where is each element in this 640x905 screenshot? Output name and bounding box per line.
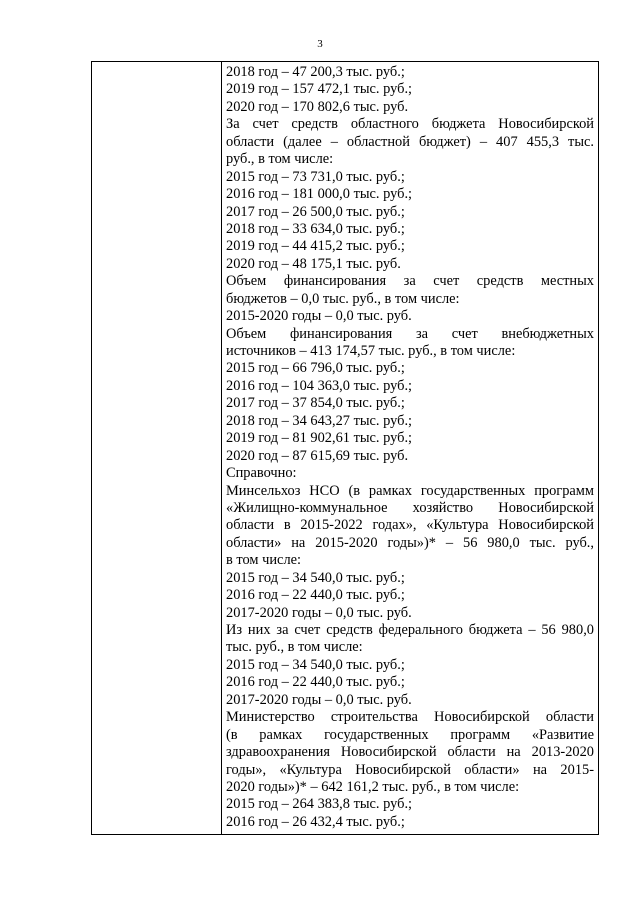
text-line: 2018 год – 34 643,27 тыс. руб.; (226, 412, 413, 429)
text-line: «Жилищно-коммунальное хозяйство Новосибирской (226, 499, 594, 516)
text-line: 2016 год – 104 363,0 тыс. руб.; (226, 377, 413, 394)
table-right-cell (222, 62, 598, 834)
text-line: 2016 год – 22 440,0 тыс. руб.; (226, 587, 405, 604)
text-line: Объем финансирования за счет средств местных (226, 273, 594, 290)
text-line: 2020 год – 48 175,1 тыс. руб. (226, 255, 401, 272)
text-line: 2015 год – 66 796,0 тыс. руб.; (226, 360, 405, 377)
text-line: 2018 год – 47 200,3 тыс. руб.; (226, 64, 405, 80)
text-line: Объем финансирования за счет внебюджетных (226, 325, 594, 342)
text-line: 2016 год – 26 432,4 тыс. руб.; (226, 813, 405, 830)
text-line: здравоохранения Новосибирской области на 2013-2020 (226, 744, 594, 761)
text-line: годы», «Культура Новосибирской области» на 2015- (226, 761, 594, 778)
text-line: За счет средств областного бюджета Новосибирской (226, 116, 594, 133)
text-line: Справочно: (226, 465, 297, 482)
text-line: 2016 год – 181 000,0 тыс. руб.; (226, 186, 413, 203)
text-line: 2015-2020 годы – 0,0 тыс. руб. (226, 308, 412, 325)
text-line: 2020 год – 170 802,6 тыс. руб. (226, 98, 409, 115)
page-number: 3 (317, 38, 323, 50)
text-line: 2017-2020 годы – 0,0 тыс. руб. (226, 691, 412, 708)
text-line: 2019 год – 157 472,1 тыс. руб.; (226, 81, 413, 98)
text-line: тыс. руб., в том числе: (226, 639, 363, 656)
text-line: 2017-2020 годы – 0,0 тыс. руб. (226, 604, 412, 621)
text-line: 2015 год – 73 731,0 тыс. руб.; (226, 168, 405, 185)
text-line: в том числе: (226, 552, 302, 569)
text-line: бюджетов – 0,0 тыс. руб., в том числе: (226, 290, 460, 307)
text-line: 2015 год – 34 540,0 тыс. руб.; (226, 656, 405, 673)
text-line: Министерство строительства Новосибирской области (226, 709, 594, 726)
text-line: Минсельхоз НСО (в рамках государственных программ (226, 482, 594, 499)
text-line: области в 2015-2022 годах», «Культура Новосибирской (226, 517, 594, 534)
text-line: области (далее – областной бюджет) – 407 455,3 тыс. (226, 133, 594, 150)
text-line: 2017 год – 37 854,0 тыс. руб.; (226, 395, 405, 412)
text-line: (в рамках государственных программ «Развитие (226, 726, 594, 743)
text-line: 2018 год – 33 634,0 тыс. руб.; (226, 220, 405, 237)
text-line: 2019 год – 81 902,61 тыс. руб.; (226, 430, 413, 447)
text-line: руб., в том числе: (226, 151, 334, 168)
text-line: 2020 годы»)* – 642 161,2 тыс. руб., в том числе: (226, 778, 520, 795)
text-line: 2017 год – 26 500,0 тыс. руб.; (226, 203, 405, 220)
text-line: 2020 год – 87 615,69 тыс. руб. (226, 447, 409, 464)
table-left-cell (92, 62, 222, 834)
text-line: области» на 2015-2020 годы»)* – 56 980,0 тыс. руб., (226, 534, 594, 551)
document-table (91, 61, 599, 835)
text-line: источников – 413 174,57 тыс. руб., в том числе: (226, 343, 516, 359)
text-line: Из них за счет средств федерального бюджета – 56 980,0 (226, 622, 594, 638)
text-line: 2015 год – 264 383,8 тыс. руб.; (226, 796, 413, 813)
text-line: 2016 год – 22 440,0 тыс. руб.; (226, 674, 405, 691)
text-line: 2015 год – 34 540,0 тыс. руб.; (226, 569, 405, 586)
text-line: 2019 год – 44 415,2 тыс. руб.; (226, 238, 405, 255)
